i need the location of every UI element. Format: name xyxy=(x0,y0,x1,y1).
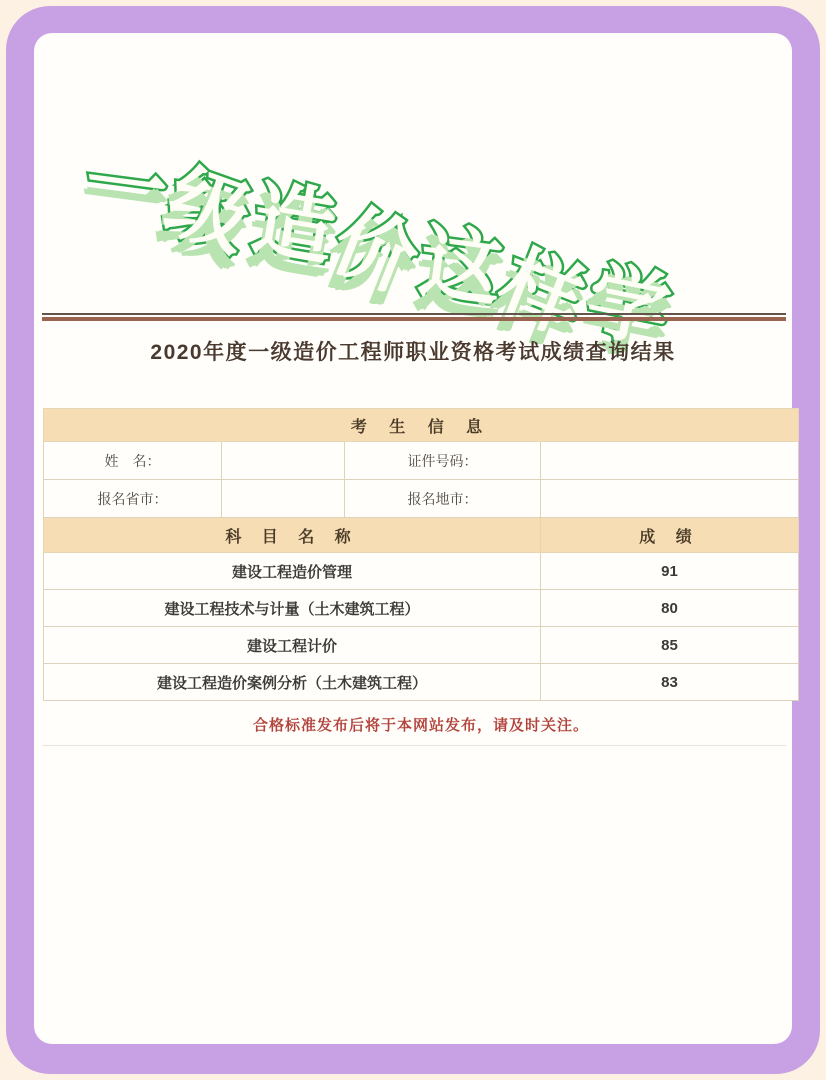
bottom-faint-divider xyxy=(42,745,786,746)
table-row xyxy=(43,590,799,627)
subject-cell: 建设工程计价 xyxy=(44,627,541,663)
field-value-id-number xyxy=(541,442,798,480)
purple-frame xyxy=(6,6,820,1074)
field-label-id-number: 证件号码： xyxy=(345,442,541,480)
column-header-subject: 科 目 名 称 xyxy=(44,518,541,552)
section-header-candidate-info: 考 生 信 息 xyxy=(43,408,799,442)
table-row xyxy=(43,553,799,590)
field-value-province xyxy=(222,480,345,518)
score-cell: 83 xyxy=(541,664,798,700)
field-label-province: 报名省市： xyxy=(44,480,222,518)
score-cell: 85 xyxy=(541,627,798,663)
field-label-city: 报名地市： xyxy=(345,480,541,518)
field-value-name xyxy=(222,442,345,480)
subject-cell: 建设工程技术与计量（土木建筑工程） xyxy=(44,590,541,626)
pass-standard-notice: 合格标准发布后将于本网站发布，请及时关注。 xyxy=(252,717,589,734)
score-cell: 91 xyxy=(541,553,798,589)
field-value-city xyxy=(541,480,798,518)
subject-cell: 建设工程造价案例分析（土木建筑工程） xyxy=(44,664,541,700)
candidate-info-grid xyxy=(43,442,799,518)
page-title: 2020年度一级造价工程师职业资格考试成绩查询结果 xyxy=(150,341,676,364)
subject-cell: 建设工程造价管理 xyxy=(44,553,541,589)
hero-title: 一级造价这样学 xyxy=(79,137,682,361)
table-row xyxy=(43,627,799,664)
content-card xyxy=(34,33,792,1044)
field-label-name: 姓 名： xyxy=(44,442,222,480)
score-cell: 80 xyxy=(541,590,798,626)
column-header-score: 成 绩 xyxy=(639,528,700,546)
score-table-header xyxy=(43,518,799,553)
result-table xyxy=(43,408,799,735)
divider-rule xyxy=(42,313,786,321)
table-row xyxy=(43,664,799,701)
